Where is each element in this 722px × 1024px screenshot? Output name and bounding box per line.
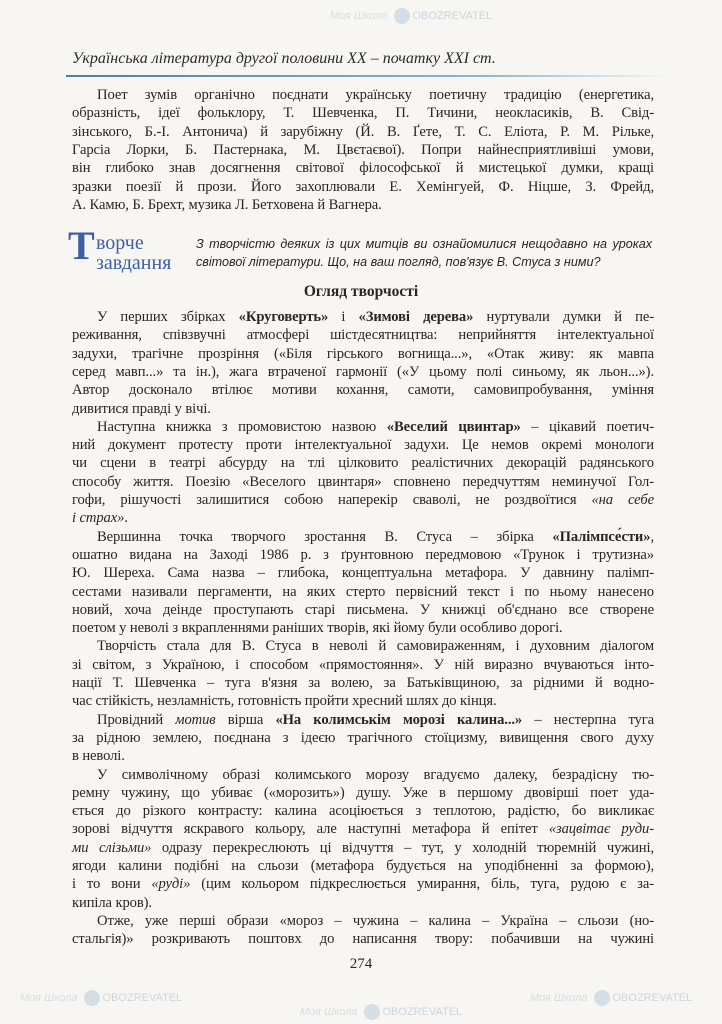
creative-task-title-line1: ворче <box>96 232 144 254</box>
watermark: Моя Школа OBOZREVATEL <box>300 1004 462 1020</box>
text-line <box>72 875 654 893</box>
text-line <box>72 894 654 912</box>
text-run: . <box>124 510 128 527</box>
text-run: задухи, трагічне прозріння («Біля гірського вогнища...», «Отак живу: як мавпа <box>72 345 654 362</box>
creative-task-question-line2: світової літератури. Що, на ваш погляд, пов'язує В. Стуса з ними? <box>196 255 601 269</box>
text-line <box>72 857 654 875</box>
text-run: і <box>328 309 359 325</box>
text-line <box>72 86 654 104</box>
bold-title: «Зимові дерева» <box>358 309 474 325</box>
text-run: стальгія)» розкривають поштовх до написання твору: побачивши на чужині <box>72 931 654 948</box>
text-line <box>72 473 654 491</box>
text-line <box>72 400 654 418</box>
text-run: Отже, уже перші образи «мороз – чужина – калина – Україна – сльози (но- <box>97 912 654 929</box>
text-line <box>72 637 654 655</box>
text-line <box>72 363 654 381</box>
text-run: ягоди калини подібні на сльози (метафора будується на уподібненні за формою), <box>72 858 654 874</box>
text-line <box>72 601 654 619</box>
text-run: реживання, співзвучні атмосфері шістдесятництва: неприйняття інтелектуальної <box>72 327 654 344</box>
text-run: і то вони <box>72 876 152 893</box>
text-run: Гарсіа Лорки, Б. Пастернака, М. Цвєтаєвої). Попри найнесприятливіші умови, <box>72 141 654 158</box>
creative-task-initial: Т <box>68 223 95 268</box>
text-line <box>72 711 654 729</box>
text-run: зорові відчуття яскравого кольору, але наступні метафора й епітет <box>72 821 549 838</box>
italic-quote: ми слізьми» <box>72 839 152 856</box>
text-run: вірша <box>215 711 276 728</box>
text-line <box>72 326 654 344</box>
text-line <box>72 564 654 582</box>
creative-task-box <box>66 223 666 274</box>
text-line <box>72 509 654 527</box>
text-run: в неволі. <box>72 748 125 765</box>
text-line <box>72 381 654 399</box>
text-line <box>72 820 654 838</box>
bold-title: «На колимськім морозі калина...» <box>275 711 523 728</box>
text-run: поетом у неволі з вкрапленнями раніших творів, які йому були особливо дорогі. <box>72 620 563 637</box>
page-number: 274 <box>349 956 373 972</box>
text-run: У символічному образі колимського морозу вгадуємо далеку, безрадісну тю- <box>97 766 654 783</box>
text-run: А. Камю, Б. Брехт, музика Л. Бетховена й Вагнера. <box>72 196 382 213</box>
text-run: ється до різкого контрасту: калина асоціюється з теплотою, радістю, бо викликає <box>72 803 654 820</box>
text-run: Ю. Шереха. Сама назва – глибока, концептуальна метафора. У давнину палімп- <box>72 565 654 582</box>
text-run: дивитися правді у вічі. <box>72 400 211 417</box>
text-run: нації Т. Шевченка – туга в'язня за волею, за Батьківщиною, за рідними й водно- <box>72 675 654 691</box>
italic-quote: «руді» <box>151 876 191 893</box>
header-rule <box>66 75 666 77</box>
text-run: Вершинна точка творчого зростання В. Стуса – збірка <box>97 528 553 545</box>
text-run: серед мавп...» та ін.), жага втраченої гармонії («У цьому полі синьому, як льон...»). <box>72 363 654 380</box>
watermark: Моя Школа OBOZREVATEL <box>530 990 692 1006</box>
text-line <box>72 454 654 472</box>
text-line <box>72 196 654 214</box>
text-run: ремну чужину, що убиває («морозить») душу. Уже в першому двовірші поет уда- <box>72 784 654 801</box>
text-run: – нестерпна туга <box>522 711 654 728</box>
text-run: , <box>650 528 654 545</box>
text-run: образність, ідеї фольклору, Т. Шевченка, П. Тичини, неокласиків, В. Свід- <box>72 105 654 122</box>
text-line <box>72 418 654 436</box>
text-run: одразу перекреслюють ці відчуття – тут, у холодній тюремній чужині, <box>151 839 655 856</box>
text-line <box>72 656 654 674</box>
text-line <box>72 159 654 177</box>
text-run: зразки поезії й прози. Його захоплювали Е. Хемінгуей, Ф. Ніцше, З. Фрейд, <box>72 178 654 195</box>
text-run: (цим кольором підкреслюється умирання, біль, туга, рудою є за- <box>190 876 654 893</box>
text-line <box>72 141 654 159</box>
text-run: за рідною землею, поєднана з ідеєю трагічного стоїцизму, вивищення свого духу <box>72 729 654 746</box>
text-run: зінського, Б.-І. Антонича) й зарубіжну (Й. В. Ґете, Т. С. Еліота, Р. М. Рільке, <box>72 123 654 140</box>
text-run: Провідний <box>97 711 176 728</box>
text-line <box>72 784 654 802</box>
text-run: сестами називали пергаменти, на яких стерто первісний текст і по ньому нанесено <box>72 583 654 600</box>
text-run: ний документ протесту проти інтелектуальної задухи. Це немов окремі монологи <box>72 437 654 454</box>
text-run: кипіла кров). <box>72 894 152 911</box>
text-line <box>72 766 654 784</box>
text-run: новий, хоча деінде проступають старі письмена. У книжці об'єднано все створене <box>72 601 654 618</box>
text-run: способу життя. Поезію «Веселого цвинтаря» сповнено передчуттям неминучої Гол- <box>72 473 654 490</box>
text-line <box>72 839 654 857</box>
bold-title: «Веселий цвинтар» <box>386 418 521 435</box>
bold-title: «Палімпсе́сти» <box>552 528 651 545</box>
running-head: Українська література другої половини XX – початку XXI ст. <box>72 50 496 67</box>
text-line <box>72 491 654 509</box>
text-run: чи сцени в театрі абсурду на тлі цілковито реалістичних декорацій радянського <box>72 455 654 472</box>
creative-task-title-line2: завдання <box>96 252 172 274</box>
text-line <box>72 692 654 710</box>
text-run: У перших збірках <box>97 309 239 325</box>
text-line <box>72 528 654 546</box>
text-line <box>72 802 654 820</box>
text-line <box>72 930 654 948</box>
text-run: Наступна книжка з промовистою назвою <box>97 418 387 435</box>
text-line <box>72 747 654 765</box>
italic-quote: мотив <box>175 711 216 728</box>
text-run: Автор досконало втілює мотиви кохання, самоти, самовипробування, уміння <box>72 382 654 399</box>
text-line <box>72 583 654 601</box>
text-run: нуртували думки й пе- <box>473 309 654 325</box>
creative-task-question-line1: З творчістю деяких із цих митців ви ознайомилися нещодавно на уроках <box>196 237 652 251</box>
text-run: гофи, рішучості залишитися собою наперекір сваволі, не роздвоїтися <box>72 492 592 508</box>
text-line <box>72 912 654 930</box>
italic-quote: «зацвітає руди- <box>548 821 654 838</box>
text-line <box>72 729 654 747</box>
watermark: Моя Школа OBOZREVATEL <box>20 990 182 1006</box>
italic-quote: і страх» <box>72 510 125 527</box>
text-run: він глибоко знав досягнення світової філософської й мистецької думки, кращі <box>72 160 654 177</box>
section-title: Огляд творчості <box>303 283 419 300</box>
italic-quote: «на себе <box>591 492 654 508</box>
text-run: – цікавий поетич- <box>520 418 654 435</box>
text-line <box>72 546 654 564</box>
bold-title: «Круговерть» <box>238 309 329 325</box>
watermark: Моя Школа OBOZREVATEL <box>330 8 492 24</box>
text-line <box>72 178 654 196</box>
text-run: час стійкість, незламність, готовність пройти хресний шлях до кінця. <box>72 693 497 710</box>
text-line <box>72 436 654 454</box>
text-line <box>72 123 654 141</box>
text-run: Творчість стала для В. Стуса в неволі й самовираженням, і духовним діалогом <box>97 638 654 655</box>
text-run: Поет зумів органічно поєднати українську поетичну традицію (енергетика, <box>97 87 654 103</box>
text-line <box>72 308 654 326</box>
text-run: зі світом, з Україною, і способом «прямостояння». У ній виразно вчуваються інто- <box>72 656 654 673</box>
text-run: ошатно видана на Заході 1986 р. з ґрунтовною передмовою «Трунок і трутизна» <box>72 546 654 563</box>
text-line <box>72 345 654 363</box>
text-line <box>72 104 654 122</box>
text-line <box>72 674 654 692</box>
text-line <box>72 619 654 637</box>
